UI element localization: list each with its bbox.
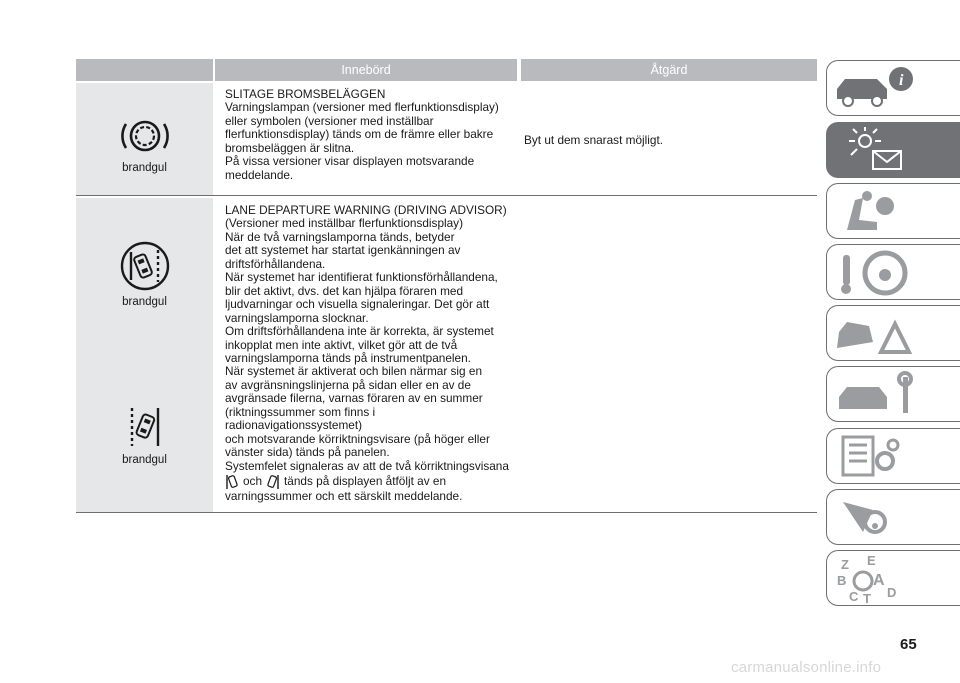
tab-warning-lights[interactable] bbox=[826, 122, 960, 178]
tab-maintenance[interactable] bbox=[826, 366, 960, 422]
icon-color-label: brandgul bbox=[122, 162, 167, 174]
svg-text:Z: Z bbox=[841, 557, 849, 572]
brake-pads-action: Byt ut dem snarast möjligt. bbox=[524, 133, 663, 147]
row-divider bbox=[76, 195, 817, 196]
tab-safety[interactable] bbox=[826, 183, 960, 239]
svg-text:A: A bbox=[873, 572, 885, 589]
brake-pad-wear-icon bbox=[117, 114, 173, 158]
tab-multimedia[interactable] bbox=[826, 489, 960, 545]
icon-color-label: brandgul bbox=[122, 454, 167, 466]
lane-departure-right-icon bbox=[266, 474, 280, 490]
table-header-action: Åtgärd bbox=[521, 59, 817, 81]
spec-sheet-gear-icon bbox=[833, 431, 933, 483]
brake-pads-description: SLITAGE BROMSBELÄGGEN Varningslampan (versioner med flerfunktionsdisplay) eller symbolen (versioner med inställbar flerfunktionsdisplay) tänds om de främre eller bakre bromsbeläggen är slitna. På vissa versioner visar displayen motsvarande meddelande. bbox=[225, 88, 515, 182]
svg-text:B: B bbox=[837, 573, 847, 588]
music-navigation-icon bbox=[833, 492, 933, 544]
seat-airbag-icon bbox=[833, 186, 933, 238]
warning-light-envelope-icon bbox=[833, 125, 933, 177]
lane-departure-icon bbox=[117, 404, 173, 450]
row-title: LANE DEPARTURE WARNING (DRIVING ADVISOR) bbox=[225, 203, 507, 217]
tab-technical-data[interactable] bbox=[826, 428, 960, 484]
svg-text:T: T bbox=[863, 591, 871, 605]
lane-departure-description: LANE DEPARTURE WARNING (DRIVING ADVISOR) (Versioner med inställbar flerfunktionsdisplay) När de två varningslamporna tänds, betyder det att systemet har startat igenkänningen av driftsförhållandena. När systemet har identifierat funktionsförhållandena, blir det aktivt, dvs. det kan hjälpa föraren med ljudvarningar och visuella signaleringar. Det gör att varningslamporna slocknar. Om driftsförhållandena inte är korrekta, är systemet inkopplat men inte aktivt, vilket gör att de två varningslamporna tänds på instrumentpanelen. När systemet är aktiverat och bilen närmar sig en av avgränsningslinjerna på sidan eller en av de avgränsade filerna, varnas föraren av en summer (riktningssummer som finns i radionavigationssystemet) och motsvarande körriktningsvisare (på höger eller vänster sida) tänds på panelen. Systemfelet signaleras av att de två körriktningsvisana och tänds på displayen åtföljt av en varningssummer och ett särskilt meddelande. bbox=[225, 204, 515, 504]
car-breakdown-triangle-icon bbox=[833, 308, 933, 360]
tab-emergency[interactable] bbox=[826, 305, 960, 361]
table-header-meaning: Innebörd bbox=[215, 59, 517, 81]
lane-departure-icon bbox=[117, 240, 173, 292]
lane-departure-left-icon bbox=[225, 474, 239, 490]
row-title: SLITAGE BROMSBELÄGGEN bbox=[225, 87, 386, 101]
steering-wheel-key-icon bbox=[833, 247, 933, 299]
tab-index[interactable] bbox=[826, 550, 960, 606]
svg-text:E: E bbox=[867, 553, 876, 568]
lane-departure-left-warning bbox=[76, 240, 213, 308]
inline-icon-line: och tänds på displayen åtföljt av en bbox=[225, 473, 515, 490]
car-info-icon bbox=[833, 63, 933, 115]
svg-text:C: C bbox=[849, 589, 859, 604]
svg-text:D: D bbox=[887, 585, 897, 600]
svg-text:i: i bbox=[899, 72, 904, 89]
brake-pad-warning bbox=[76, 114, 213, 174]
tab-car-info[interactable] bbox=[826, 60, 960, 116]
lane-departure-right-warning bbox=[76, 404, 213, 466]
car-wrench-icon bbox=[833, 369, 933, 421]
table-bottom-rule bbox=[76, 512, 817, 513]
watermark: carmanualsonline.info bbox=[731, 659, 882, 676]
page-number: 65 bbox=[900, 636, 917, 653]
table-header-icon-column bbox=[76, 59, 213, 81]
alphabet-index-icon bbox=[833, 553, 933, 605]
icon-color-label: brandgul bbox=[122, 296, 167, 308]
tab-starting-driving[interactable] bbox=[826, 244, 960, 300]
